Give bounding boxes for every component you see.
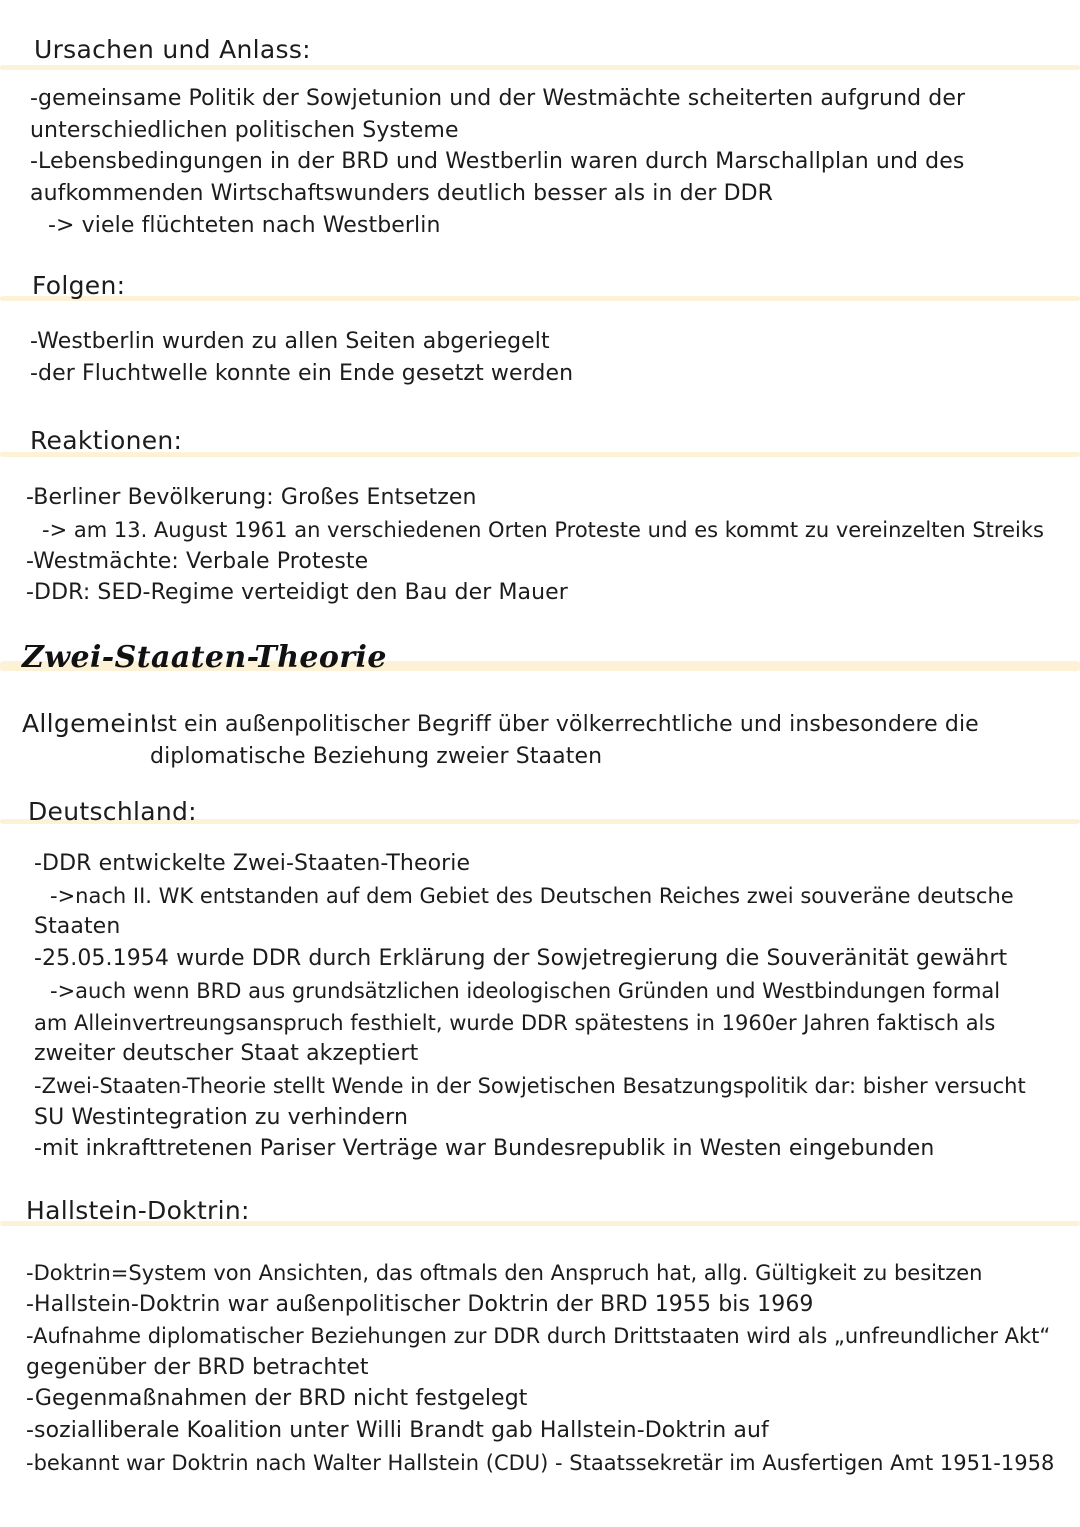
page-title: Zwei-Staaten-Theorie — [22, 640, 387, 675]
reaktionen-line: -DDR: SED-Regime verteidigt den Bau der Mauer — [26, 580, 568, 605]
reaktionen-line: -Westmächte: Verbale Proteste — [26, 549, 369, 574]
folgen-line: -Westberlin wurden zu allen Seiten abgeriegelt — [30, 329, 550, 354]
reaktionen-line: -Berliner Bevölkerung: Großes Entsetzen — [26, 485, 477, 510]
hallstein-line: -Gegenmaßnahmen der BRD nicht festgelegt — [26, 1386, 528, 1411]
deutschland-line: Staaten — [34, 914, 121, 939]
allgemein-line: Ist ein außenpolitischer Begriff über völkerrechtliche und insbesondere die — [150, 712, 979, 737]
heading-deutschland: Deutschland: — [28, 797, 197, 826]
ursachen-line: unterschiedlichen politischen Systeme — [30, 118, 459, 143]
deutschland-line: -mit inkrafttretenen Pariser Verträge war Bundesrepublik in Westen eingebunden — [34, 1136, 935, 1161]
deutschland-line: zweiter deutscher Staat akzeptiert — [34, 1041, 419, 1066]
deutschland-line: ->auch wenn BRD aus grundsätzlichen ideologischen Gründen und Westbindungen formal — [50, 979, 1001, 1003]
ursachen-line: -Lebensbedingungen in der BRD und Westberlin waren durch Marschallplan und des — [30, 149, 965, 174]
deutschland-line: SU Westintegration zu verhindern — [34, 1105, 408, 1130]
ursachen-line: -gemeinsame Politik der Sowjetunion und der Westmächte scheiterten aufgrund der — [30, 86, 966, 111]
deutschland-line: am Alleinvertreungsanspruch festhielt, wurde DDR spätestens in 1960er Jahren faktisch als — [34, 1011, 996, 1035]
heading-reaktionen: Reaktionen: — [30, 426, 183, 455]
highlight-stroke — [0, 296, 1080, 301]
hallstein-line: -sozialliberale Koalition unter Willi Brandt gab Hallstein-Doktrin auf — [26, 1418, 769, 1443]
deutschland-line: -Zwei-Staaten-Theorie stellt Wende in der Sowjetischen Besatzungspolitik dar: bisher versucht — [34, 1074, 1026, 1098]
reaktionen-line: -> am 13. August 1961 an verschiedenen Orten Proteste und es kommt zu vereinzelten Streiks — [42, 518, 1044, 542]
heading-folgen: Folgen: — [32, 271, 126, 300]
allgemein-line: diplomatische Beziehung zweier Staaten — [150, 744, 603, 769]
hallstein-line: gegenüber der BRD betrachtet — [26, 1355, 369, 1380]
folgen-line: -der Fluchtwelle konnte ein Ende gesetzt werden — [30, 361, 574, 386]
label-allgemein: Allgemein: — [22, 709, 159, 738]
hallstein-line: -Doktrin=System von Ansichten, das oftmals den Anspruch hat, allg. Gültigkeit zu besitzen — [26, 1261, 983, 1285]
hallstein-line: -bekannt war Doktrin nach Walter Hallstein (CDU) - Staatssekretär im Ausfertigen Amt 1951-1958 — [26, 1451, 1055, 1475]
heading-hallstein: Hallstein-Doktrin: — [26, 1196, 250, 1225]
heading-ursachen: Ursachen und Anlass: — [34, 35, 311, 64]
deutschland-line: -DDR entwickelte Zwei-Staaten-Theorie — [34, 851, 471, 876]
deutschland-line: -25.05.1954 wurde DDR durch Erklärung der Sowjetregierung die Souveränität gewährt — [34, 946, 1008, 971]
hallstein-line: -Aufnahme diplomatischer Beziehungen zur DDR durch Drittstaaten wird als „unfreundlicher Akt“ — [26, 1324, 1051, 1348]
ursachen-line: aufkommenden Wirtschaftswunders deutlich besser als in der DDR — [30, 181, 774, 206]
ursachen-line: -> viele flüchteten nach Westberlin — [48, 213, 441, 238]
hallstein-line: -Hallstein-Doktrin war außenpolitischer Doktrin der BRD 1955 bis 1969 — [26, 1292, 814, 1317]
deutschland-line: ->nach II. WK entstanden auf dem Gebiet des Deutschen Reiches zwei souveräne deutsche — [50, 884, 1014, 908]
